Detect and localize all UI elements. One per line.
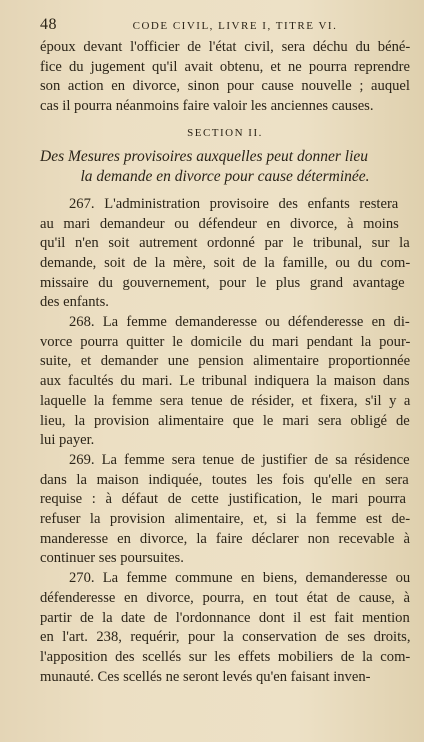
text-line: cas il pourra néanmoins faire valoir les anciennes causes. (40, 98, 374, 115)
section-title-line: Des Mesures provisoires auxquelles peut donner lieu (40, 147, 369, 165)
text-line: demande, soit de la mère, soit de la famille, ou du com- (40, 254, 411, 271)
text-line: des enfants. (40, 294, 109, 311)
text-line: vorce pourra quitter le domicile du mari pendant la pour- (40, 333, 411, 350)
text-line: époux devant l'officier de l'état civil, sera déchu du béné- (40, 39, 411, 55)
article-267 (40, 195, 410, 313)
text-line: aux facultés du mari. Le tribunal indiquera la maison dans (40, 373, 410, 390)
page-header (40, 16, 410, 38)
text-line: 267. L'administration provisoire des enfants restera (69, 195, 399, 212)
text-line: requise : à défaut de cette justification, le mari pourra (40, 491, 407, 508)
text-line: 270. La femme commune en biens, demanderesse ou (69, 570, 411, 587)
article-268 (40, 313, 410, 451)
section-heading: SECTION II. (187, 126, 263, 139)
text-line: qu'il n'en soit autrement ordonné par le tribunal, sur la (40, 235, 410, 252)
intro-paragraph (40, 38, 410, 117)
text-line: lieu, la provision alimentaire que le mari sera obligé de (40, 412, 410, 429)
text-line: 268. La femme demanderesse ou défenderesse en di- (69, 314, 410, 331)
page-number: 48 (40, 16, 57, 33)
text-line: 269. La femme sera tenue de justifier de sa résidence (69, 451, 410, 468)
text-line: munauté. Ces scellés ne seront levés qu'en faisant inven- (40, 668, 371, 685)
text-line: défenderesse en divorce, pourra, en tout état de cause, à (40, 589, 410, 606)
text-line: manderesse en divorce, la faire déclarer non recevable à (40, 530, 410, 547)
text-line: l'apposition des scellés sur les effets mobiliers de la com- (40, 648, 411, 665)
text-line: laquelle la femme sera tenue de résider, et fixera, s'il y a (40, 392, 411, 409)
article-269 (40, 451, 410, 569)
article-270 (40, 569, 410, 687)
section-title (40, 147, 410, 187)
text-line: son action en divorce, sinon pour cause nouvelle ; auquel (40, 78, 410, 95)
text-line: partir de la date de l'ordonnance dont il est fait mention (40, 609, 410, 626)
section-title-line: la demande en divorce pour cause déterminée. (80, 167, 370, 185)
running-head: CODE CIVIL, LIVRE I, TITRE VI. (132, 20, 338, 32)
text-line: suite, et demander une pension alimentaire proportionnée (40, 353, 411, 370)
text-line: missaire du gouvernement, pour le plus grand avantage (40, 274, 405, 291)
text-line: continuer ses poursuites. (40, 550, 184, 567)
text-line: dans la maison indiquée, toutes les fois qu'elle en sera (40, 471, 409, 488)
text-line: fice du jugement qu'il avait obtenu, et ne pourra reprendre (40, 58, 410, 75)
text-line: lui payer. (40, 432, 95, 449)
text-line: en l'art. 238, requérir, pour la conservation de ses droits, (40, 629, 411, 646)
text-line: refuser la provision alimentaire, et, si la femme est de- (40, 511, 411, 528)
text-line: au mari demandeur ou défendeur en divorce, à moins (40, 215, 399, 232)
